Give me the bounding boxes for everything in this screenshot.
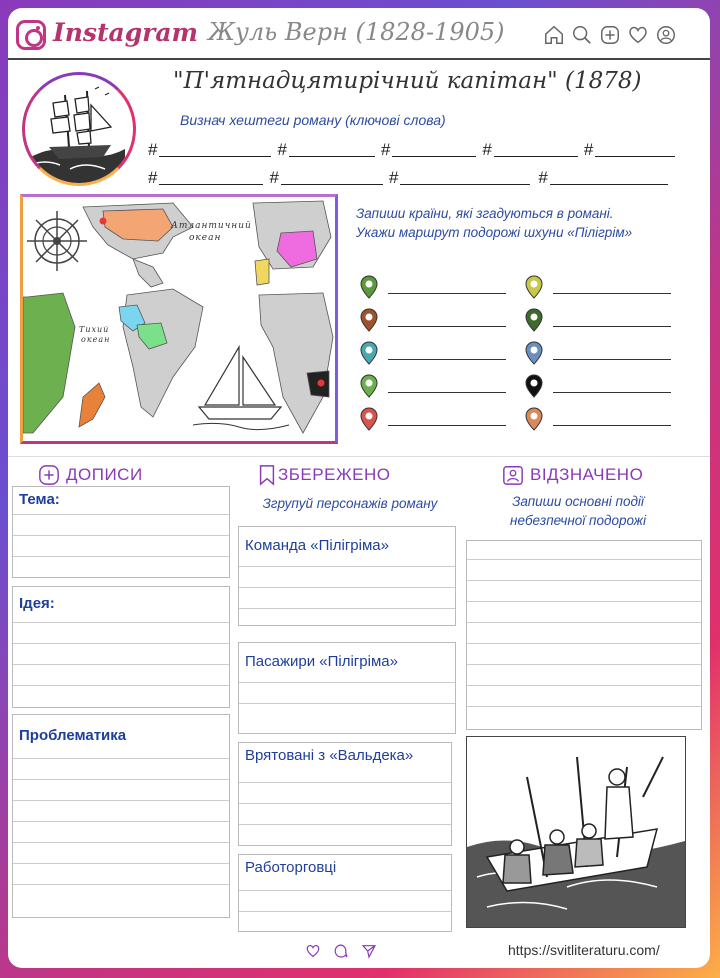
location-pin-icon — [525, 374, 543, 398]
atlantic-label-ocean: океан — [189, 233, 222, 243]
hashtag-instruction: Визнач хештеги роману (ключові слова) — [180, 112, 446, 128]
heart-outline-icon[interactable] — [305, 943, 321, 959]
hashtag-field[interactable]: # — [277, 140, 374, 160]
home-icon[interactable] — [543, 24, 567, 48]
boat-illustration — [466, 736, 686, 928]
worksheet — [8, 8, 710, 968]
slave-traders-group-label: Работорговці — [245, 859, 337, 876]
location-pin-icon — [360, 374, 378, 398]
hashtag-fields — [148, 136, 688, 192]
hashtag-field[interactable]: # — [269, 168, 382, 188]
saved-section-header[interactable]: ЗБЕРЕЖЕНО — [256, 464, 390, 486]
header-bar — [8, 8, 710, 60]
hashtag-field[interactable]: # — [381, 140, 476, 160]
location-pin-icon — [360, 308, 378, 332]
hashtag-field[interactable]: # — [148, 140, 271, 160]
country-field[interactable] — [360, 308, 525, 332]
pin-row — [360, 336, 700, 369]
hashtag-field[interactable]: # — [584, 140, 675, 160]
passengers-group-box[interactable] — [238, 642, 456, 734]
atlantic-label: Атлантичний — [171, 221, 252, 231]
country-pin-list — [360, 270, 700, 435]
country-field[interactable] — [525, 341, 690, 365]
pin-row — [360, 402, 700, 435]
rescued-group-label: Врятовані з «Вальдека» — [245, 747, 414, 764]
add-icon[interactable] — [599, 24, 623, 48]
ship-wheel-icon — [27, 211, 87, 271]
theme-label: Тема: — [19, 491, 60, 508]
nav-icons — [543, 24, 679, 48]
theme-box[interactable] — [12, 486, 230, 578]
location-pin-icon — [525, 308, 543, 332]
novel-title: "П'ятнадцятирічний капітан" (1878) — [173, 68, 642, 94]
crew-group-box[interactable] — [238, 526, 456, 626]
location-pin-icon — [360, 407, 378, 431]
country-field[interactable] — [525, 407, 690, 431]
ship-medallion — [22, 72, 136, 186]
sailboat-icon — [193, 347, 289, 430]
rowboat-scene-icon — [467, 737, 685, 927]
instagram-logo-icon — [16, 20, 46, 50]
pacific-label-ocean: океан — [81, 335, 111, 344]
pin-row — [360, 369, 700, 402]
country-field[interactable] — [360, 407, 525, 431]
country-field[interactable] — [525, 308, 690, 332]
pacific-label: Тихий — [79, 325, 110, 334]
events-box[interactable] — [466, 540, 702, 730]
location-pin-icon — [360, 275, 378, 299]
pin-row — [360, 303, 700, 336]
location-pin-icon — [525, 407, 543, 431]
rescued-group-box[interactable] — [238, 742, 452, 846]
source-url[interactable]: https://svitliteraturu.com/ — [508, 942, 660, 958]
country-field[interactable] — [525, 275, 690, 299]
crew-group-label: Команда «Пілігріма» — [245, 537, 389, 554]
problems-box[interactable] — [12, 714, 230, 918]
passengers-group-label: Пасажири «Пілігріма» — [245, 653, 398, 670]
profile-icon[interactable] — [655, 24, 679, 48]
divider — [8, 456, 710, 457]
hashtag-field[interactable]: # — [538, 168, 667, 188]
share-icon[interactable] — [361, 943, 377, 959]
tagged-icon — [502, 464, 524, 486]
country-field[interactable] — [525, 374, 690, 398]
comment-icon[interactable] — [333, 943, 349, 959]
hashtag-field[interactable]: # — [389, 168, 530, 188]
countries-instruction: Запиши країни, які згадуються в романі. Укажи маршрут подорожі шхуни «Пілігрім» — [356, 206, 633, 240]
add-post-icon — [38, 464, 60, 486]
slave-traders-group-box[interactable] — [238, 854, 452, 932]
country-field[interactable] — [360, 374, 525, 398]
problems-label: Проблематика — [19, 727, 127, 744]
characters-instruction: Згрупуй персонажів роману — [262, 496, 438, 511]
country-field[interactable] — [360, 341, 525, 365]
search-icon[interactable] — [571, 24, 595, 48]
tagged-section-header[interactable]: ВІДЗНАЧЕНО — [502, 464, 643, 486]
hashtag-field[interactable]: # — [148, 168, 263, 188]
bookmark-icon — [256, 464, 278, 486]
location-pin-icon — [525, 275, 543, 299]
more-section-header[interactable]: ДОПИСИ — [38, 464, 143, 486]
idea-box[interactable] — [12, 586, 230, 708]
world-map — [20, 194, 338, 444]
country-field[interactable] — [360, 275, 525, 299]
location-pin-icon — [525, 341, 543, 365]
footer-icons — [305, 943, 377, 959]
sailing-ship-icon — [25, 75, 133, 183]
author-title: Жуль Верн (1828-1905) — [208, 18, 505, 46]
location-pin-icon — [360, 341, 378, 365]
pin-row — [360, 270, 700, 303]
idea-label: Ідея: — [19, 595, 55, 612]
app-name: Instagram — [53, 18, 198, 47]
map-graphic — [23, 197, 335, 441]
events-instruction: Запиши основні події небезпечної подорожі — [510, 494, 646, 528]
heart-icon[interactable] — [627, 24, 651, 48]
hashtag-field[interactable]: # — [482, 140, 577, 160]
